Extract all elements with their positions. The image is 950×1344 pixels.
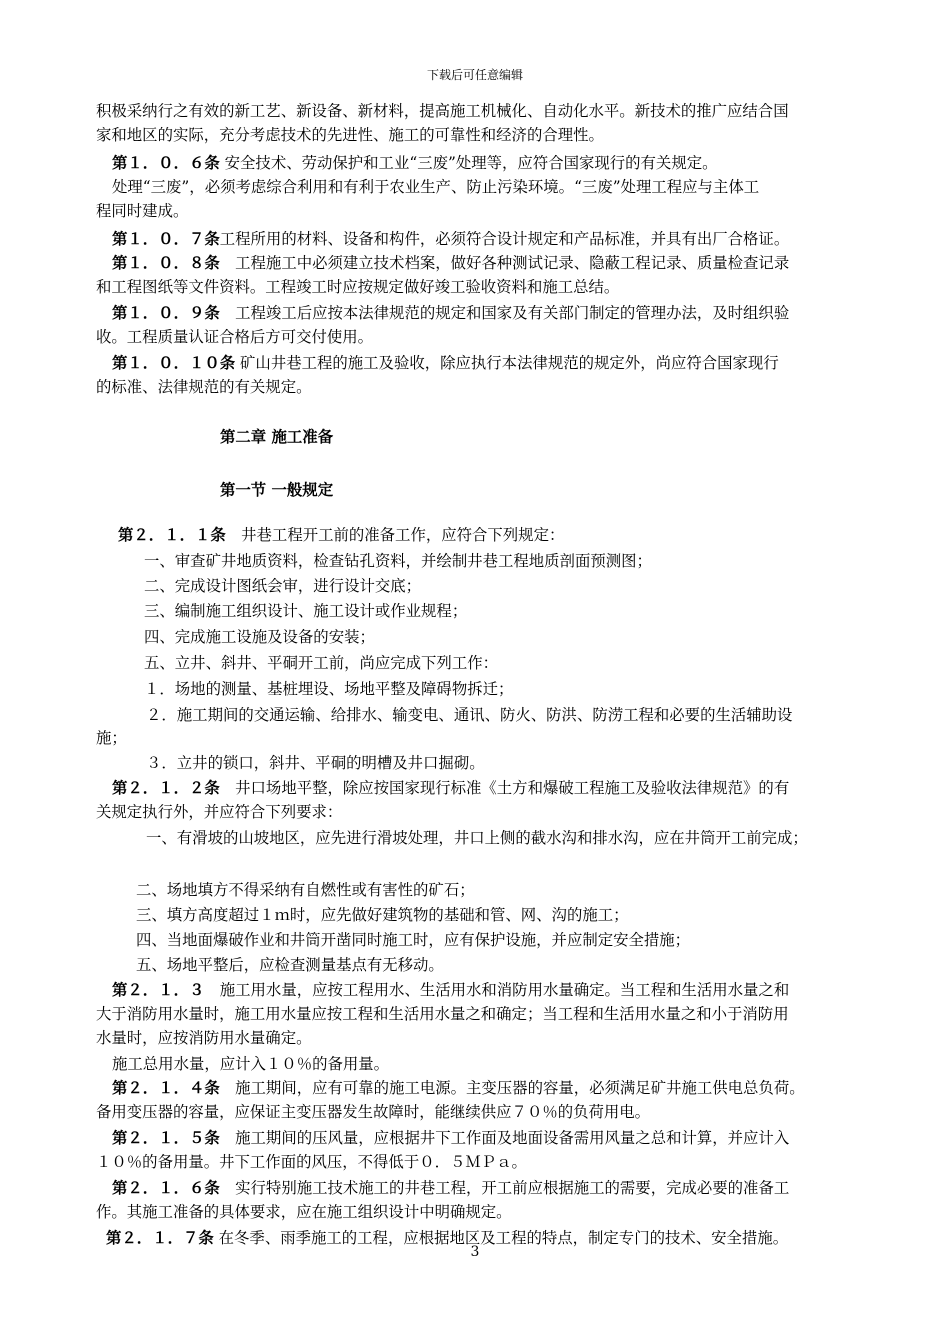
text-line: [96, 100, 866, 122]
line-text: 积极采纳行之有效的新工艺、新设备、新材料，提高施工机械化、自动化水平。新技术的推广应结合国: [96, 102, 789, 120]
text-line: [96, 200, 866, 222]
text-line: [144, 550, 866, 572]
text-line: [96, 124, 866, 146]
line-text: 收。工程质量认证合格后方可交付使用。: [96, 328, 374, 346]
article-number: 第２．１．５条: [112, 1129, 220, 1147]
line-text: 工程所用的材料、设备和构件，必须符合设计规定和产品标准，并具有出厂合格证。: [219, 230, 790, 248]
article-number: 第１．０．９条: [112, 304, 220, 322]
line-text: 矿山井巷工程的施工及验收，除应执行本法律规范的规定外，尚应符合国家现行: [235, 354, 779, 372]
line-text: 施工总用水量，应计入１０％的备用量。: [112, 1055, 390, 1073]
article-number: 第２．１．７条: [106, 1229, 214, 1247]
article-number: 第２．１．１条: [118, 526, 226, 544]
article-number: 第２．１．３: [112, 981, 205, 999]
text-line: [112, 1127, 866, 1149]
line-text: 施；: [96, 729, 127, 747]
text-line: [112, 152, 866, 174]
text-line: [144, 600, 866, 622]
line-text: １０％的备用量。井下工作面的风压，不得低于０．５ＭＰａ。: [96, 1153, 527, 1171]
line-text: 和工程图纸等文件资料。工程竣工时应按规定做好竣工验收资料和施工总结。: [96, 278, 620, 296]
line-text: 实行特别施工技术施工的井巷工程，开工前应根据施工的需要，完成必要的准备工: [219, 1179, 790, 1197]
line-text: 四、当地面爆破作业和井筒开凿同时施工时，应有保护设施，并应制定安全措施；: [136, 931, 691, 949]
article-number: 第２．１．４条: [112, 1079, 220, 1097]
line-text: ３．立井的锁口，斜井、平硐的明槽及井口掘砌。: [146, 754, 485, 772]
text-line: [96, 801, 866, 823]
line-text: 二、场地填方不得采纳有自燃性或有害性的矿石；: [136, 881, 475, 899]
line-text: 在冬季、雨季施工的工程，应根据地区及工程的特点，制定专门的技术、安全措施。: [213, 1229, 789, 1247]
line-text: 备用变压器的容量，应保证主变压器发生故障时，能继续供应７０％的负荷用电。: [96, 1103, 651, 1121]
text-line: [112, 252, 866, 274]
line-text: 程同时建成。: [96, 202, 189, 220]
line-text: １．场地的测量、基桩埋设、场地平整及障碍物拆迁；: [144, 680, 514, 698]
text-line: [112, 1077, 866, 1099]
line-text: 四、完成施工设施及设备的安装；: [144, 628, 375, 646]
text-line: [146, 752, 866, 774]
line-text: 水量时，应按消防用水量确定。: [96, 1029, 312, 1047]
text-line: [136, 929, 866, 951]
line-text: 井口场地平整，除应按国家现行标准《土方和爆破工程施工及验收法律规范》的有: [219, 779, 790, 797]
text-line: [144, 626, 866, 648]
line-text: 施工期间，应有可靠的施工电源。主变压器的容量，必须满足矿井施工供电总负荷。: [219, 1079, 805, 1097]
article-number: 第１．０．１０条: [112, 354, 236, 372]
article-number: 第１．０．７条: [112, 230, 220, 248]
line-text: 一、审查矿井地质资料，检查钻孔资料，并绘制井巷工程地质剖面预测图；: [144, 552, 652, 570]
text-line: [112, 777, 866, 799]
line-text: ２．施工期间的交通运输、给排水、输变电、通讯、防火、防洪、防涝工程和必要的生活辅助设: [146, 706, 793, 724]
line-text: 处理“三废”，必须考虑综合利用和有利于农业生产、防止污染环境。“三废”处理工程应与主体工: [112, 178, 760, 196]
text-line: [144, 652, 866, 674]
line-text: 工程施工中必须建立技术档案，做好各种测试记录、隐蔽工程记录、质量检查记录: [219, 254, 790, 272]
article-number: 第２．１．６条: [112, 1179, 220, 1197]
article-number: 第１．０．６条: [112, 154, 220, 172]
text-line: [144, 678, 866, 700]
line-text: 二、完成设计图纸会审，进行设计交底；: [144, 577, 422, 595]
line-text: 三、填方高度超过１ｍ时，应先做好建筑物的基础和管、网、沟的施工；: [136, 906, 629, 924]
text-line: [136, 954, 866, 976]
text-line: [96, 376, 866, 398]
text-line: [96, 1027, 866, 1049]
text-line: [112, 302, 866, 324]
text-line: [112, 1177, 866, 1199]
line-text: 五、场地平整后，应检查测量基点有无移动。: [136, 956, 444, 974]
line-text: 井巷工程开工前的准备工作，应符合下列规定：: [225, 526, 565, 544]
line-text: 作。其施工准备的具体要求，应在施工组织设计中明确规定。: [96, 1203, 512, 1221]
text-line: [112, 352, 866, 374]
line-text: 工程竣工后应按本法律规范的规定和国家及有关部门制定的管理办法，及时组织验: [219, 304, 790, 322]
line-text: 的标准、法律规范的有关规定。: [96, 378, 312, 396]
page-number: 3: [470, 1244, 480, 1260]
text-line: [118, 524, 866, 546]
article-number: 第２．１．２条: [112, 779, 220, 797]
line-text: 安全技术、劳动保护和工业“三废”处理等，应符合国家现行的有关规定。: [219, 154, 718, 172]
text-line: [96, 1201, 866, 1223]
text-line: [112, 228, 866, 250]
chapter-title: 第二章 施工准备: [220, 428, 334, 446]
line-text: 施工用水量，应按工程用水、生活用水和消防用水量确定。当工程和生活用水量之和: [204, 981, 790, 999]
article-number: 第１．０．８条: [112, 254, 220, 272]
text-line: [96, 1003, 866, 1025]
line-text: 施工期间的压风量，应根据井下工作面及地面设备需用风量之总和计算，并应计入: [219, 1129, 790, 1147]
line-text: 一、有滑坡的山坡地区，应先进行滑坡处理，井口上侧的截水沟和排水沟，应在井筒开工前完成；: [146, 829, 808, 847]
text-line: [136, 904, 866, 926]
text-line: [96, 1101, 866, 1123]
text-line: [144, 575, 866, 597]
text-line: [96, 326, 866, 348]
text-line: [112, 1053, 866, 1075]
section-title: 第一节 一般规定: [220, 481, 334, 499]
text-line: [96, 727, 866, 749]
line-text: 三、编制施工组织设计、施工设计或作业规程；: [144, 602, 468, 620]
text-line: [136, 879, 866, 901]
text-line: [146, 704, 866, 726]
text-line: [96, 276, 866, 298]
text-line: [146, 827, 866, 849]
text-line: [112, 979, 866, 1001]
line-text: 关规定执行外，并应符合下列要求：: [96, 803, 343, 821]
page-header: 下载后可任意编辑: [426, 68, 523, 82]
text-line: [112, 176, 866, 198]
line-text: 五、立井、斜井、平硐开工前，尚应完成下列工作：: [144, 654, 498, 672]
text-line: [96, 1151, 866, 1173]
line-text: 家和地区的实际，充分考虑技术的先进性、施工的可靠性和经济的合理性。: [96, 126, 604, 144]
line-text: 大于消防用水量时，施工用水量应按工程和生活用水量之和确定；当工程和生活用水量之和小于消防用: [96, 1005, 789, 1023]
